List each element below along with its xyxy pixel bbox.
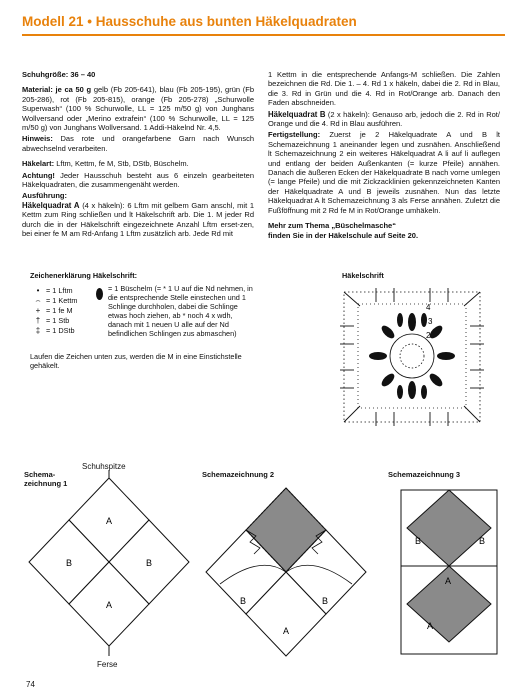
square-label: A [445,576,452,586]
square-label: B [415,536,422,546]
legend-footnote: Laufen die Zeichen unten zus, werden die M in eine Einstichstelle gehäkelt. [30,352,242,370]
legend-item-label: = 1 DStb [46,325,75,335]
square-label: B [322,596,329,606]
crochet-chart [336,282,496,432]
haekelart-label: Häkelart: [22,159,55,169]
round-label: 2 [426,331,431,340]
ausfuehrung-label: Ausführung: [22,191,67,201]
legend-item [30,325,100,335]
schema-1 [22,470,192,660]
round-label: 3 [428,317,433,326]
schema-3 [395,484,505,664]
achtung-paragraph [22,171,254,190]
ferse-label: Ferse [97,660,118,669]
bueschel-legend: = 1 Büschelm (= * 1 U auf die Nd nehmen, in die entsprechende Stelle einstechen und 1 Schlinge durchholen, dabei die Schlinge etwas hoch ziehen, ab * noch 4 x wdh, danach mit 1 neuen U alle auf der Nd befindlichen Schlingen zus abmaschen) [108,284,253,338]
fertig-paragraph [268,130,500,215]
quadrat-b-paragraph [268,110,500,129]
hinweis-paragraph [22,134,254,153]
page-number: 74 [26,680,35,689]
single-crochet-icon: + [35,305,41,315]
more-info [268,221,500,240]
round-label: 4 [426,303,431,312]
intro-paragraph: 1 Kettm in die entsprechende Anfangs-M schließen. Die Zahlen bezeichnen die Rd. Die 1. – 4. Rd 1 x häkeln, dabei die 2. Rd in Blau, die 3. Rd in Grün und die 4. Rd in Rot/Orange arb. Danach den Faden abschneiden. [268,70,500,108]
page-title: Modell 21 • Hausschuhe aus bunten Häkelquadraten [22,14,357,29]
more-line-2: finden Sie in der Häkelschule auf Seite 20. [268,230,419,240]
hinweis-label: Hinweis: [22,134,53,144]
square-label: B [479,536,486,546]
schema-1-label-line1: Schema- [24,470,56,479]
material-paragraph [22,85,254,132]
quadrat-a-paragraph [22,201,254,239]
square-label: B [146,558,153,568]
schema-2-label: Schemazeichnung 2 [202,470,275,479]
quadrat-a-text: (4 x häkeln): 6 Lftm mit gelbem Garn anschl, mit 1 Kettm zum Ring schließen und lt Häkelschrift arb. Die 1. M jeder Rd durch die in der Häkelschrift eingezeichnete Anzahl Lftm erset-zen, bei einer fe M am Rd-Anfang 1 Lftm zusätzlich arb. Jede Rd mit [22,200,254,239]
quadrat-b-text: (2 x häkeln): Genauso arb, jedoch die 2. Rd in Rot/ Orange und die 4. Rd in Blau ausführen. [268,109,500,129]
square-label: A [106,600,113,610]
achtung-text: Jeder Hausschuh besteht aus 6 einzeln gearbeiteten Häkelquadraten, die zusammengenäht werden. [22,170,254,190]
legend-item-label: = 1 Kettm [46,295,78,305]
double-crochet-icon: † [35,315,41,325]
legend-item [30,305,100,315]
legend-list [30,285,100,335]
square-label: B [240,596,247,606]
slip-stitch-icon: ⌢ [35,295,41,305]
title-rule [22,34,505,36]
material-label: Material: je ca 50 g [22,85,92,95]
left-column [22,70,254,241]
bueschel-icon [96,288,103,300]
schuhspitze-label: Schuhspitze [82,462,126,471]
square-label: B [66,558,73,568]
square-label: A [283,626,290,636]
haekelart-paragraph [22,159,254,168]
right-column [268,70,500,242]
legend-item-label: = 1 fe M [46,305,73,315]
legend-item-label: = 1 Lftm [46,285,73,295]
chain-stitch-icon: • [36,285,40,295]
schema-2 [200,484,370,664]
more-line-1: Mehr zum Thema „Büschelmasche“ [268,221,396,231]
legend-item [30,295,100,305]
hinweis-text: Das rote und orangefarbene Garn nach Wunsch abwechselnd verarbeiten. [22,134,254,153]
square-label: A [106,516,113,526]
schema-3-label: Schemazeichnung 3 [388,470,461,479]
shoe-size: Schuhgröße: 36 – 40 [22,70,96,79]
material-text: gelb (Fb 205-641), blau (Fb 205-195), grün (Fb 205-286), rot (Fb 205-815), orange (Fb 205-278) „Schurwolle Superwash“ (100 % Schurwolle, LL = 125 m/50 g) von Junghans Wollversand oder „Merino extrafein“ (100 % Schurwolle, LL = 125 m/50 g) von Junghans Wollversand. 1 Addi-Häkelnd Nr. 4,5. [22,85,255,133]
achtung-label: Achtung! [22,170,55,180]
square-label: A [427,621,434,631]
fertig-label: Fertigstellung: [268,130,321,140]
quadrat-a-label: Häkelquadrat A [22,200,80,210]
fertig-text: Zuerst je 2 Häkelquadrate A und B lt Schemazeichnung 1 aneinander legen und zusnähen. Anschließend lt Schemazeichnung 2 ein weiteres Häkelquadrat A li auf li auflegen und entlang der beiden Außenkanten (= kurze Pfeile) annähen. Danach die äußeren Ecken der Häkelquadrate B nach vorne umlegen (= lange Pfeile) und die mit Zickzacklinien gekennzeichneten Kanten der Häkelquadrate A und B jeweils zusnähen. Nun das letzte Häkelquadrat A lt Schemazeichnung 3 als Ferse annähen. Zuletzt die Fußföffnung mit 2 Rd fe M in Rot/Orange umhäkeln. [268,130,500,215]
legend-item [30,285,100,295]
legend-item-label: = 1 Stb [46,315,70,325]
schema-1-label-line2: zeichnung 1 [24,479,68,488]
quadrat-b-label: Häkelquadrat B [268,109,326,119]
legend-title: Zeichenerklärung Häkelschrift: [30,271,138,280]
haekelart-text: Lftm, Kettm, fe M, Stb, DStb, Büschelm. [56,159,189,169]
chart-title: Häkelschrift [342,271,384,280]
treble-crochet-icon: ‡ [35,325,41,335]
legend-item [30,315,100,325]
